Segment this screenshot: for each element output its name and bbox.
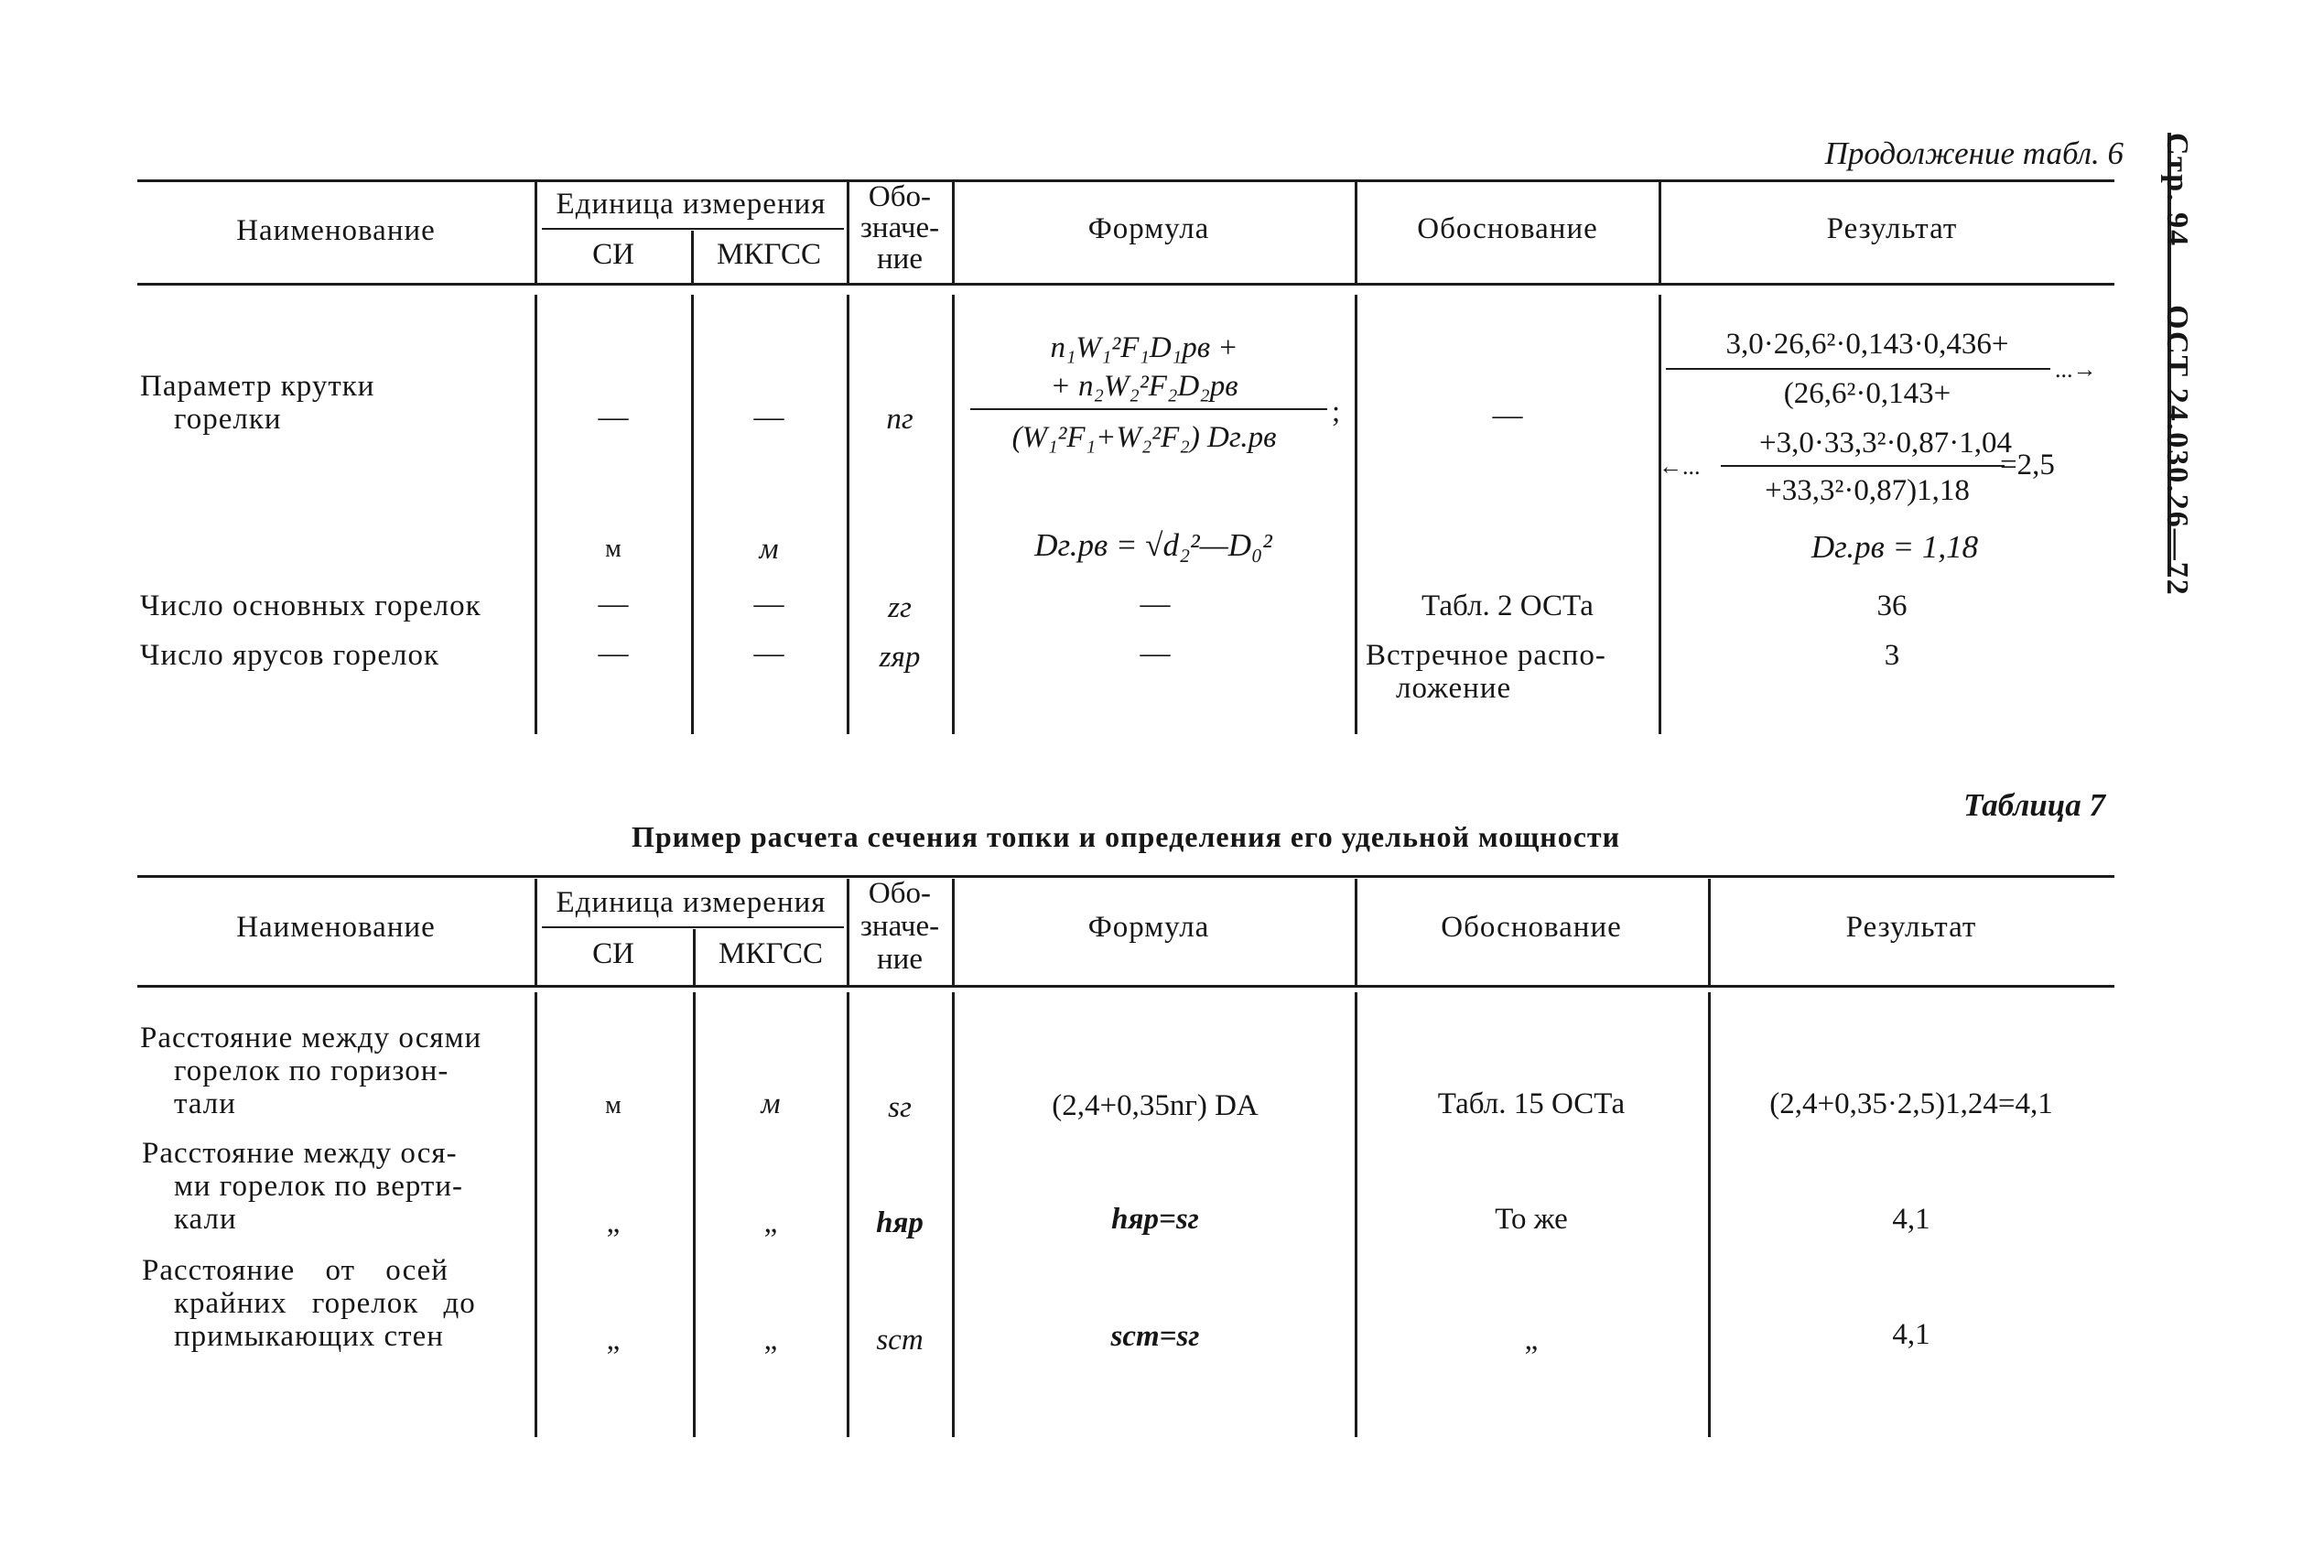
- table6-row1-result-den1: (26,6²·0,143+: [1783, 377, 1951, 410]
- table6-row3-si: —: [598, 588, 629, 621]
- table7-row1-name-line3: тали: [174, 1087, 236, 1120]
- table6-unit-rule: [542, 228, 844, 230]
- table6-row1-formula-num1: n₁W₁²F₁D₁рв +: [1050, 331, 1238, 364]
- table6-row3-symbol: zг: [888, 591, 912, 624]
- table6-vrule-6: [1659, 295, 1661, 734]
- table6-row3-formula: —: [1140, 588, 1171, 621]
- table7-vrule-5: [1355, 992, 1357, 1437]
- table6-vrule-1: [535, 295, 537, 734]
- table6-vrule-1h: [535, 179, 537, 283]
- table6-header-formula: Формула: [1087, 212, 1210, 245]
- table6-row4-basis-line1: Встречное распо-: [1366, 639, 1606, 672]
- table7-header-basis: Обоснование: [1441, 911, 1622, 944]
- table7-header-si: СИ: [592, 937, 634, 970]
- table6-header-designation: Обо- значе- ние: [859, 180, 940, 276]
- table6-row2-result: Dг.рв = 1,18: [1811, 529, 1979, 565]
- table6-row1-formula-fraction-bar: [970, 408, 1327, 410]
- table7-row2-name-line2: ми горелок по верти-: [174, 1170, 463, 1203]
- table7-row3-result: 4,1: [1892, 1318, 1930, 1351]
- table6-vrule-5h: [1355, 179, 1357, 283]
- table7-row3-basis: „: [1524, 1324, 1539, 1357]
- table7-row1-name-line1: Расстояние между осями: [140, 1022, 482, 1054]
- table7-label: Таблица 7: [1963, 787, 2105, 823]
- table7-vrule-1h: [535, 879, 537, 985]
- table7-top-rule: [137, 875, 2114, 878]
- table6-vrule-2h: [691, 231, 694, 283]
- table7-row3-name-line1: Расстояние от осей: [142, 1254, 449, 1287]
- table7-header-unit: Единица измерения: [556, 886, 827, 919]
- table7-header-formula: Формула: [1087, 911, 1210, 944]
- table6-header-basis: Обоснование: [1417, 212, 1598, 245]
- table7-header-name: Наименование: [236, 911, 436, 944]
- table6-header-result: Результат: [1826, 212, 1958, 245]
- table6-header-rule: [137, 283, 2114, 286]
- table6-row4-mkgss: —: [753, 637, 784, 670]
- table7-row2-formula: hяр=sг: [1111, 1203, 1199, 1236]
- table7-row2-name-line1: Расстояние между ося-: [142, 1137, 458, 1170]
- table6-header-mkgss: МКГСС: [716, 238, 822, 271]
- standard-code: ОСТ 24.030.26—72: [2160, 305, 2194, 597]
- table7-header-designation: Обо- значе- ние: [859, 877, 940, 976]
- table6-row1-symbol: nг: [886, 403, 913, 436]
- table6-row4-basis-line2: ложение: [1396, 672, 1512, 705]
- table6-header-name: Наименование: [236, 214, 436, 247]
- table7-row3-si: „: [606, 1324, 621, 1357]
- table6-row1-result-den2: +33,3²·0,87)1,18: [1765, 474, 1970, 507]
- table6-vrule-4h: [952, 179, 955, 283]
- table7-row2-symbol: hяр: [876, 1206, 924, 1239]
- table7-unit-rule: [542, 926, 844, 928]
- table7-row2-si: „: [606, 1206, 621, 1239]
- table6-row1-name-line1: Параметр крутки: [140, 370, 375, 403]
- table7-row3-name-line2: крайних горелок до: [174, 1287, 476, 1320]
- table6-row1-result-num2: +3,0·33,3²·0,87·1,04: [1759, 427, 2012, 460]
- table7-header-rule: [137, 985, 2114, 988]
- table6-vrule-3h: [847, 179, 849, 283]
- table7-row2-basis: То же: [1495, 1203, 1568, 1236]
- table7-vrule-3h: [847, 879, 849, 985]
- table7-vrule-3: [847, 992, 849, 1437]
- table6-row3-name: Число основных горелок: [140, 589, 481, 622]
- table7-row1-symbol: sг: [888, 1091, 912, 1124]
- table6-row1-result-num1: 3,0·26,6²·0,143·0,436+: [1725, 328, 2009, 361]
- table7-vrule-4h: [952, 879, 955, 985]
- table6-row1-name-line2: горелки: [174, 403, 282, 436]
- table6-row4-result: 3: [1884, 639, 1900, 672]
- table7-row1-si: м: [605, 1091, 622, 1119]
- table7-row2-mkgss: „: [763, 1206, 778, 1239]
- table7-vrule-1: [535, 992, 537, 1437]
- table6-row1-si: —: [598, 401, 629, 434]
- table7-vrule-5h: [1355, 879, 1357, 985]
- table7-vrule-2: [693, 992, 696, 1437]
- table7-row3-symbol: sст: [876, 1324, 924, 1357]
- table6-vrule-4: [952, 295, 955, 734]
- table6-row1-result-bar2: [1721, 465, 2005, 467]
- table6-row1-formula-sep: ;: [1332, 395, 1341, 428]
- table7-title: Пример расчета сечения топки и определения его удельной мощности: [631, 820, 1621, 853]
- table6-header-unit: Единица измерения: [556, 188, 827, 221]
- table6-row1-result-cont-right: ...→: [2055, 356, 2097, 383]
- table6-row1-result-value: =2,5: [2000, 449, 2055, 481]
- table6-row4-si: —: [598, 637, 629, 670]
- table6-row2-mkgss: м: [759, 533, 779, 566]
- table7-row3-formula: sст=sг: [1110, 1320, 1200, 1353]
- table6-vrule-3: [847, 295, 849, 734]
- table6-row1-result-cont-left: ←...: [1659, 453, 1701, 480]
- table6-row3-result: 36: [1876, 589, 1908, 622]
- table6-row1-mkgss: —: [753, 401, 784, 434]
- table6-vrule-6h: [1659, 179, 1661, 283]
- table7-row3-name-line3: примыкающих стен: [174, 1320, 444, 1353]
- table7-vrule-4: [952, 992, 955, 1437]
- table7-vrule-6h: [1708, 879, 1711, 985]
- table6-vrule-5: [1355, 295, 1357, 734]
- side-page-label: [2159, 133, 2194, 597]
- table6-row2-formula: Dг.рв = √d₂²—D₀²: [1034, 527, 1272, 563]
- table6-row1-formula-den: (W₁²F₁+W₂²F₂) Dг.рв: [1011, 421, 1277, 454]
- table7-vrule-6: [1708, 992, 1711, 1437]
- table6-row1-formula-num2: + n₂W₂²F₂D₂рв: [1050, 370, 1238, 403]
- table7-row2-name-line3: кали: [174, 1203, 237, 1236]
- table7-row1-result: (2,4+0,35·2,5)1,24=4,1: [1769, 1087, 2053, 1120]
- table7-row1-basis: Табл. 15 ОСТа: [1437, 1087, 1626, 1120]
- table6-row3-mkgss: —: [753, 588, 784, 621]
- table6-row4-symbol: zяр: [879, 641, 921, 674]
- page-number: Стр. 94: [2160, 133, 2194, 248]
- table7-vrule-2h: [693, 929, 696, 985]
- table6-row4-formula: —: [1140, 637, 1171, 670]
- table6-row4-name: Число ярусов горелок: [140, 639, 440, 672]
- continuation-label: Продолжение табл. 6: [1824, 135, 2124, 171]
- table7-row2-result: 4,1: [1892, 1203, 1930, 1236]
- table6-header-si: СИ: [592, 238, 634, 271]
- table7-header-mkgss: МКГСС: [718, 937, 824, 970]
- table7-row3-mkgss: „: [763, 1324, 778, 1357]
- table6-row3-basis: Табл. 2 ОСТа: [1421, 589, 1594, 622]
- table6-row1-basis: —: [1492, 399, 1523, 432]
- table7-row1-mkgss: м: [761, 1087, 781, 1120]
- table7-row1-name-line2: горелок по горизон-: [174, 1054, 449, 1087]
- table6-vrule-2: [691, 295, 694, 734]
- table6-row2-si: м: [605, 535, 622, 563]
- table6-row1-result-bar1: [1666, 368, 2050, 370]
- table6-top-rule: [137, 179, 2114, 182]
- table7-row1-formula: (2,4+0,35nг) DА: [1052, 1089, 1259, 1122]
- table7-header-result: Результат: [1845, 911, 1977, 944]
